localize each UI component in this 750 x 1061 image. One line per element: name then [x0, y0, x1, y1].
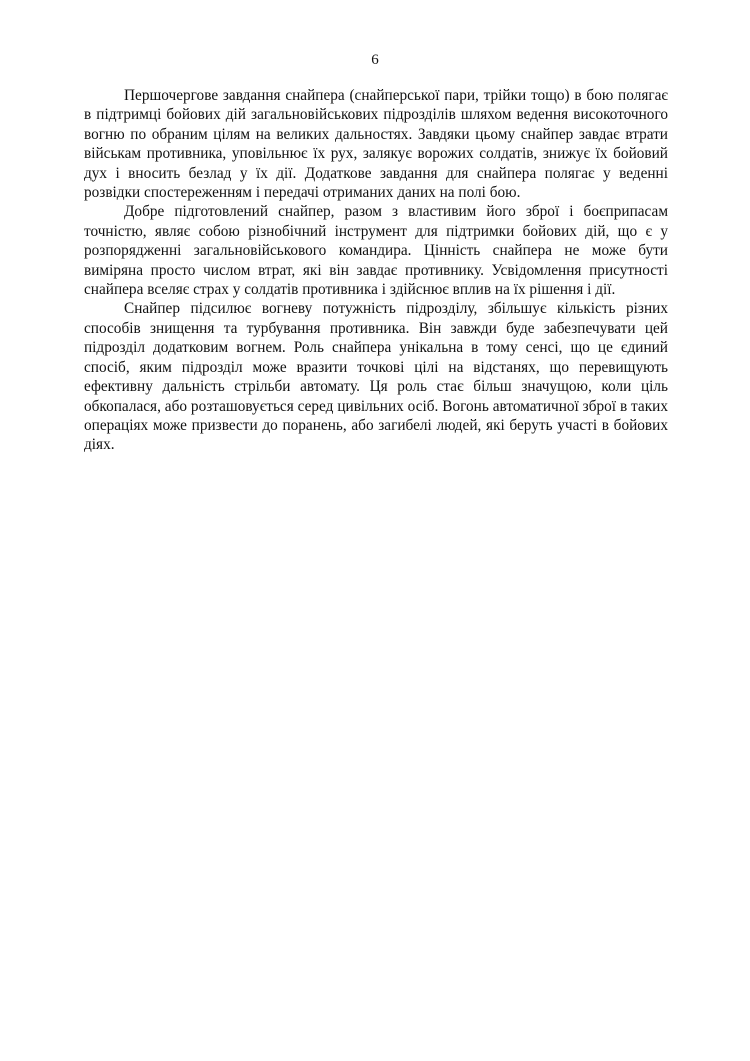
page-number: 6 [371, 52, 379, 68]
body-text [84, 86, 668, 455]
paragraph-1: Першочергове завдання снайпера (снайперської пари, трійки тощо) в бою полягає в підтримці бойових дій загальновійськових підрозділів шляхом ведення високоточного вогню по обраним цілям на великих дальностях. Завдяки цьому снайпер завдає втрати військам противника, уповільнює їх рух, залякує ворожих солдатів, знижує їх бойовий дух і вносить безлад у їх дії. Додаткове завдання для снайпера полягає у веденні розвідки спостереженням і передачі отриманих даних на полі бою. [84, 87, 668, 202]
paragraph-3: Снайпер підсилює вогневу потужність підрозділу, збільшує кількість різних способів знищення та турбування противника. Він завжди буде забезпечувати цей підрозділ додатковим вогнем. Роль снайпера унікальна в тому сенсі, що це єдиний спосіб, яким підрозділ може вразити точкові цілі на відстанях, що перевищують ефективну дальність стрільби автомату. Ця роль стає більш значущою, коли ціль обкопалася, або розташовується серед цивільних осіб. Вогонь автоматичної зброї в таких операціях може призвести до поранень, або загибелі людей, які беруть участі в бойових діях. [84, 300, 668, 454]
paragraph-2: Добре підготовлений снайпер, разом з властивим його зброї і боєприпасам точністю, являє собою різнобічний інструмент для підтримки бойових дій, що є у розпорядженні загальновійськового командира. Цінність снайпера не може бути виміряна просто числом втрат, які він завдає противнику. Усвідомлення присутності снайпера вселяє страх у солдатів противника і здійснює вплив на їх рішення і дії. [84, 203, 668, 299]
